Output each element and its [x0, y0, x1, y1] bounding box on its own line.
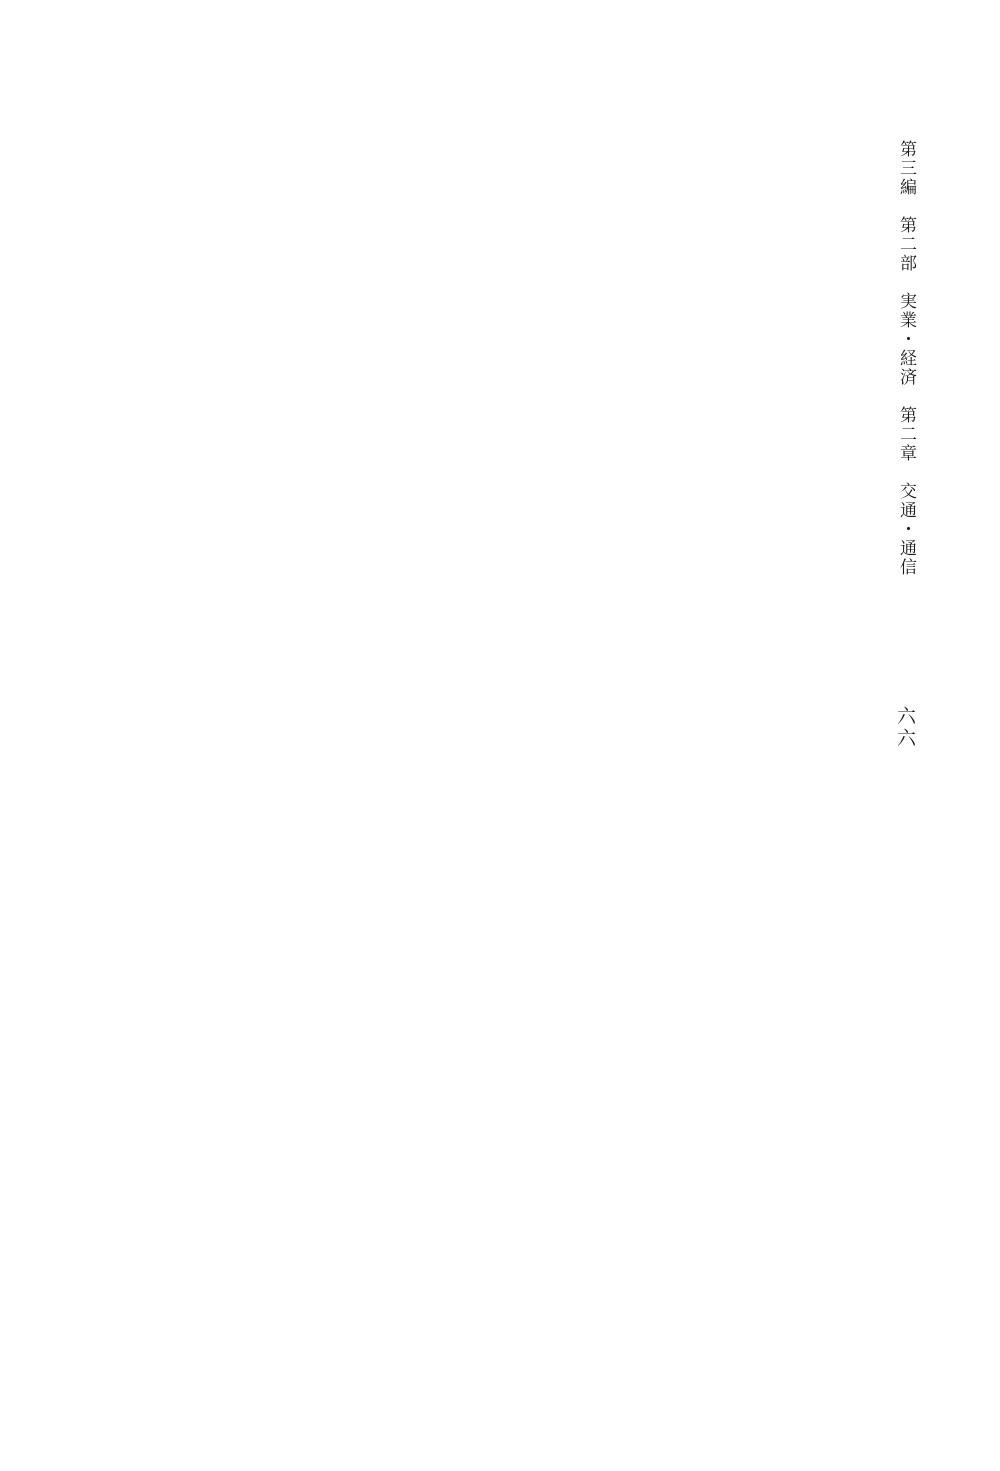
page-number: 六六	[894, 706, 916, 750]
running-header: 第三編 第二部 実業・経済 第二章 交通・通信	[896, 140, 916, 577]
